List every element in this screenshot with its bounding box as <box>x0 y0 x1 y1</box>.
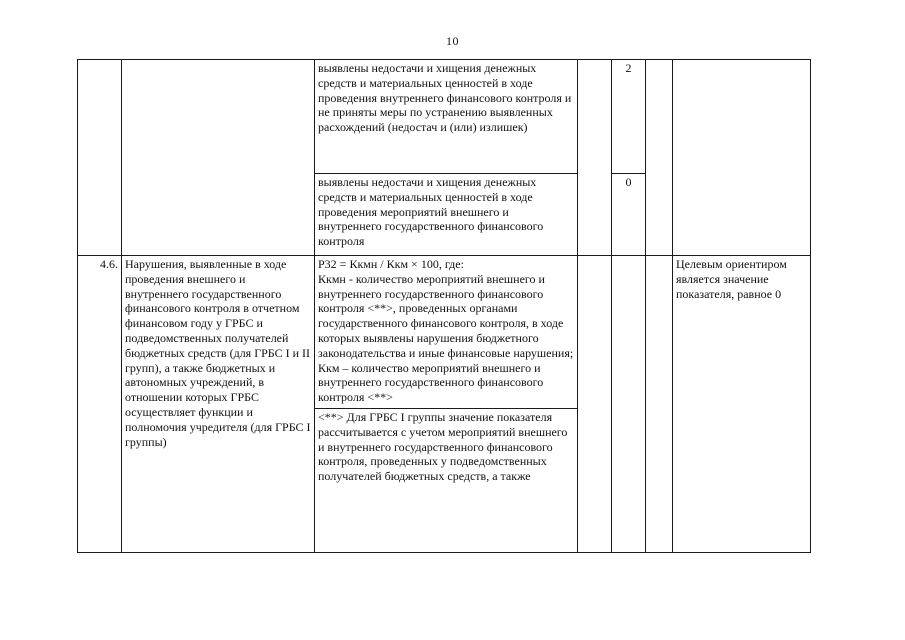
formula-desc-kkmn: Ккмн - количество мероприятий внешнего и внутреннего государственного финансового контроля <**>, проведенных органами государственного финансового контроля, в ходе которых выявлены нарушения бюджетного законодательства и иные финансовые нарушения; <box>318 271 574 360</box>
score-value-cell <box>612 256 646 553</box>
row-number-cell: 4.6. <box>78 256 122 553</box>
indicator-cell <box>122 60 315 256</box>
condition-cell: выявлены недостачи и хищения денежных средств и материальных ценностей в ходе проведения внутреннего финансового контроля и не приняты меры по устранению выявленных расхождений (недостач и (или) излишек) <box>315 60 578 174</box>
empty-cell <box>578 256 612 553</box>
formula-cell <box>315 256 578 553</box>
table-row <box>78 60 811 174</box>
indicator-cell: Нарушения, выявленные в ходе проведения внешнего и внутреннего государственного финансового контроля в отчетном финансовом году у ГРБС и подведомственных получателей бюджетных средств (для ГРБС I и II групп), а также бюджетных и автономных учреждений, в отношении которых ГРБС осуществляет функции и полномочия учредителя (для ГРБС I группы) <box>122 256 315 553</box>
formula-text: P32 = Ккмн / Ккм × 100, где: <box>318 257 464 271</box>
footnote-text: <**> Для ГРБС I группы значение показателя рассчитывается с учетом мероприятий внешнего и внутреннего государственного финансового контроля, проведенных у подведомственных получателей бюджетных средств, а также <box>318 409 568 484</box>
condition-cell: выявлены недостачи и хищения денежных средств и материальных ценностей в ходе проведения мероприятий внешнего и внутреннего государственного финансового контроля <box>315 174 578 256</box>
score-value-cell: 2 <box>612 60 646 174</box>
page-number: 10 <box>446 34 459 48</box>
note-cell: Целевым ориентиром является значение показателя, равное 0 <box>673 256 811 553</box>
row-number-cell <box>78 60 122 256</box>
formula-desc-kkm: Ккм – количество мероприятий внешнего и внутреннего государственного финансового контроля <**> <box>318 360 544 405</box>
empty-cell <box>646 60 673 256</box>
score-value-cell: 0 <box>612 174 646 256</box>
criteria-table <box>77 59 811 553</box>
note-cell <box>673 60 811 256</box>
table-row <box>78 256 811 553</box>
empty-cell <box>578 60 612 256</box>
empty-cell <box>646 256 673 553</box>
